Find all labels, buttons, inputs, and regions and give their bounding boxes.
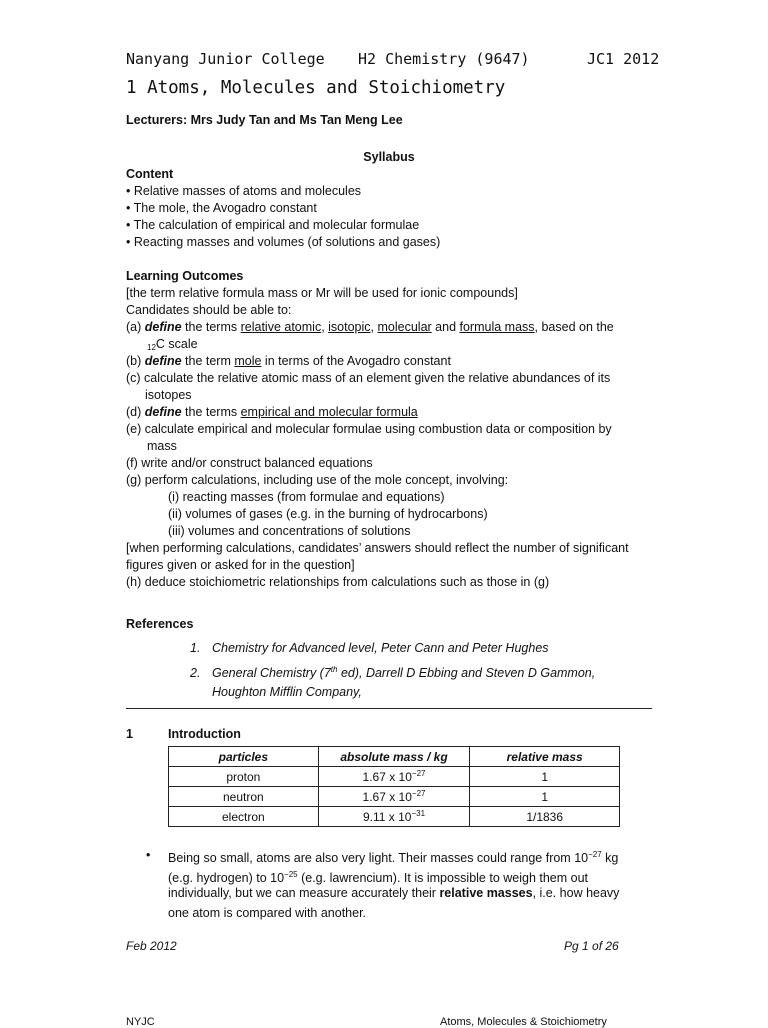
next-page-header-left: NYJC	[126, 1016, 155, 1028]
mass-cell: 1.67 x $10^{-27}$	[318, 767, 470, 787]
particle-table	[168, 746, 620, 827]
relative-mass-cell: 1/1836	[470, 807, 620, 827]
particle-cell: proton	[169, 767, 319, 787]
section-divider	[126, 708, 652, 709]
paragraph-line: (e.g. hydrogen) to $10^{-25}$ (e.g. lawrencium). It is impossible to weigh them out	[168, 869, 589, 885]
particle-cell: electron	[169, 807, 319, 827]
section-number: 1	[126, 727, 133, 741]
outcome-a: (a) define the terms relative atomic, isotopic, molecular and formula mass, based on the	[126, 320, 614, 334]
year-label: JC1 2012	[587, 50, 660, 68]
subject-code: H2 Chemistry (9647)	[358, 50, 530, 68]
outcome-g-i: (i) reacting masses (from formulae and equations)	[168, 490, 445, 504]
outcomes-intro: Candidates should be able to:	[126, 303, 292, 317]
column-header: relative mass	[470, 747, 620, 767]
outcome-f: (f) write and/or construct balanced equations	[126, 456, 373, 470]
outcome-e-cont: mass	[147, 439, 177, 453]
relative-mass-cell: 1	[470, 767, 620, 787]
college-name: Nanyang Junior College	[126, 50, 325, 68]
table-row	[169, 787, 620, 807]
sigfig-note: [when performing calculations, candidates’ answers should reflect the number of significant	[126, 541, 629, 555]
outcome-c: (c) calculate the relative atomic mass of an element given the relative abundances of its	[126, 371, 611, 385]
reference-item: 2. General Chemistry (7th ed), Darrell D Ebbing and Steven D Gammon,	[190, 665, 596, 680]
lecturers-line: Lecturers: Mrs Judy Tan and Ms Tan Meng Lee	[126, 113, 403, 127]
reference-item: 1. Chemistry for Advanced level, Peter Cann and Peter Hughes	[190, 641, 549, 655]
content-section	[126, 166, 656, 251]
section-title: Introduction	[168, 727, 241, 741]
column-header: particles	[169, 747, 319, 767]
sigfig-note-cont: figures given or asked for in the question]	[126, 558, 355, 572]
reference-item-cont: Houghton Mifflin Company,	[212, 685, 362, 699]
outcome-b: (b) define the term mole in terms of the Avogadro constant	[126, 354, 451, 368]
references-list	[190, 637, 650, 703]
outcome-a-cont: $_{12}$C scale	[147, 337, 198, 352]
bullet-marker: •	[146, 848, 151, 862]
column-header: absolute mass / kg	[318, 747, 470, 767]
content-item: • Relative masses of atoms and molecules	[126, 184, 362, 198]
particle-cell: neutron	[169, 787, 319, 807]
table-header-row	[169, 747, 620, 767]
outcome-d: (d) define the terms empirical and molecular formula	[126, 405, 418, 419]
references-heading: References	[126, 617, 194, 631]
footer-date: Feb 2012	[126, 939, 177, 953]
intro-paragraph	[168, 845, 650, 923]
table-row	[169, 767, 620, 787]
paragraph-line: one atom is compared with another.	[168, 905, 367, 920]
relative-mass-cell: 1	[470, 787, 620, 807]
syllabus-heading: Syllabus	[363, 150, 415, 164]
outcome-g-ii: (ii) volumes of gases (e.g. in the burning of hydrocarbons)	[168, 507, 488, 521]
page-header	[126, 50, 666, 70]
outcome-h: (h) deduce stoichiometric relationships from calculations such as those in (g)	[126, 575, 550, 589]
mass-cell: 1.67 x $10^{-27}$	[318, 787, 470, 807]
content-item: • Reacting masses and volumes (of solutions and gases)	[126, 235, 441, 249]
outcomes-heading: Learning Outcomes	[126, 269, 244, 283]
learning-outcomes-section	[126, 268, 656, 591]
document-title: 1 Atoms, Molecules and Stoichiometry	[126, 78, 506, 98]
outcome-e: (e) calculate empirical and molecular formulae using combustion data or composition by	[126, 422, 612, 436]
mass-cell: 9.11 x $10^{-31}$	[318, 807, 470, 827]
table-row	[169, 807, 620, 827]
outcome-c-cont: isotopes	[145, 388, 192, 402]
content-item: • The calculation of empirical and molecular formulae	[126, 218, 420, 232]
next-page-header-right: Atoms, Molecules & Stoichiometry	[440, 1016, 607, 1028]
outcome-g-iii: (iii) volumes and concentrations of solutions	[168, 524, 411, 538]
outcomes-note: [the term relative formula mass or Mr will be used for ionic compounds]	[126, 286, 518, 300]
content-heading: Content	[126, 167, 174, 181]
outcome-g: (g) perform calculations, including use of the mole concept, involving:	[126, 473, 509, 487]
paragraph-line: Being so small, atoms are also very light. Their masses could range from $10^{-27}$ kg	[168, 850, 619, 865]
content-item: • The mole, the Avogadro constant	[126, 201, 317, 215]
footer-page-number: Pg 1 of 26	[564, 939, 619, 953]
paragraph-line: individually, but we can measure accurately their relative masses, i.e. how heavy	[168, 886, 620, 900]
